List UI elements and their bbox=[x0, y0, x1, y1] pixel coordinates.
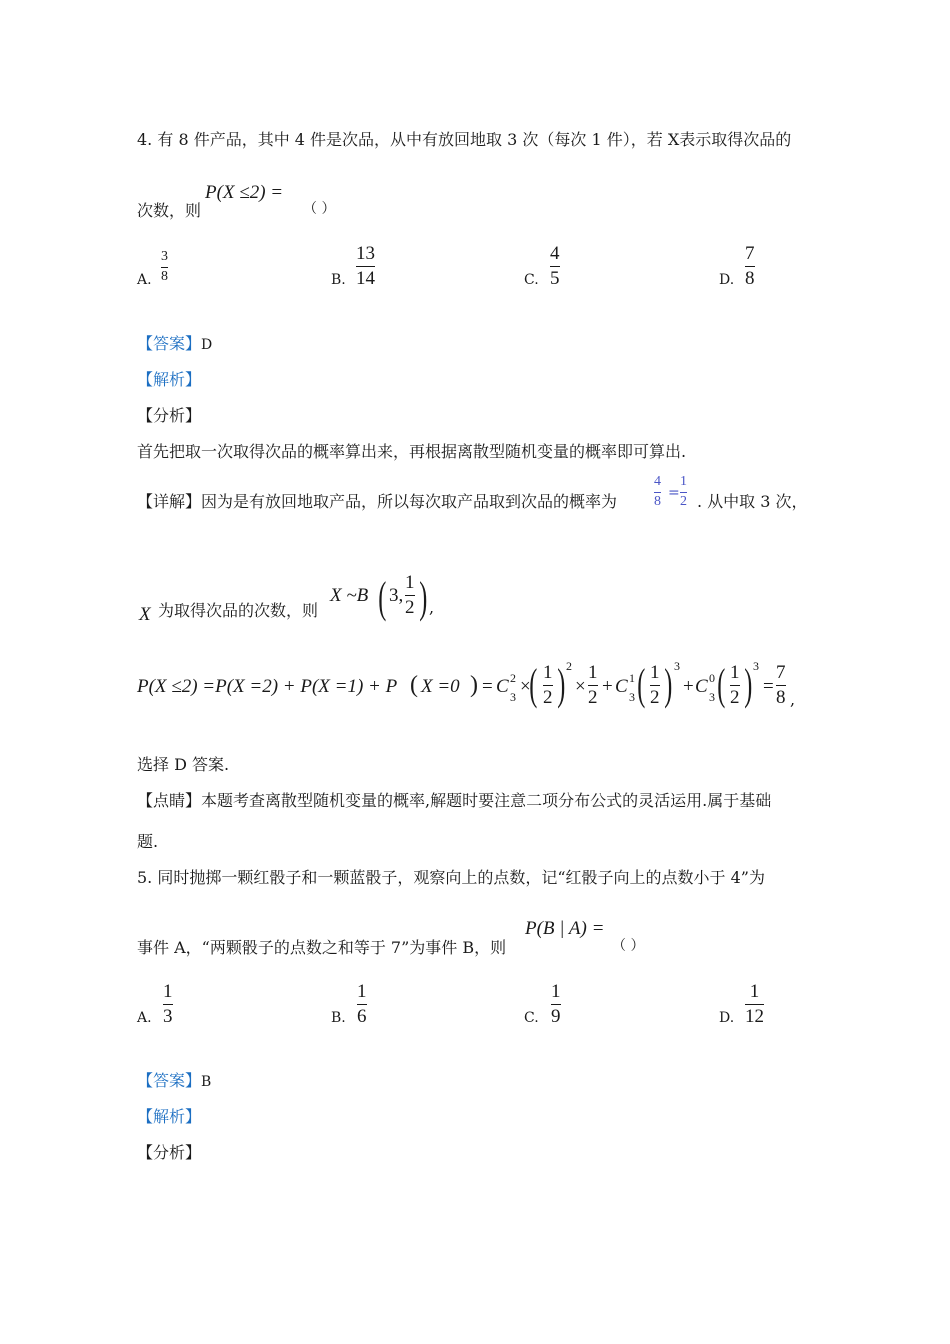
fraction-denominator: 8 bbox=[776, 686, 786, 708]
formula-left: P(X ≤2) =P(X =2) + P(X =1) + P bbox=[137, 676, 398, 697]
fraction-numerator: 1 bbox=[730, 662, 740, 683]
dist-three: 3, bbox=[389, 585, 404, 606]
c2-sup: 1 bbox=[629, 671, 635, 685]
left-paren: ( bbox=[529, 660, 538, 709]
right-paren: ) bbox=[557, 660, 566, 709]
fraction-numerator: 1 bbox=[650, 662, 660, 683]
pow-2: 3 bbox=[674, 659, 680, 673]
q4-option-b-fraction bbox=[356, 244, 375, 289]
fraction-numerator: 4 bbox=[654, 474, 661, 489]
combination-c-icon: C bbox=[615, 676, 628, 697]
fraction-numerator: 7 bbox=[745, 243, 755, 264]
prob-fraction-1-2 bbox=[680, 475, 687, 509]
fraction-denominator: 5 bbox=[550, 267, 560, 289]
q5-expr: P(B | A) = bbox=[525, 918, 605, 939]
q5-stem-line1: 5. 同时抛掷一颗红骰子和一颗蓝骰子，观察向上的点数，记“红骰子向上的点数小于 4”为 bbox=[137, 868, 765, 887]
pow-1: 2 bbox=[566, 659, 572, 673]
q4-answer-row bbox=[137, 331, 212, 354]
q5-option-a-fraction bbox=[163, 982, 173, 1027]
answer-value: B bbox=[201, 1074, 212, 1090]
q4-option-c-fraction bbox=[550, 244, 560, 289]
detail-text: 因为是有放回地取产品，所以每次取产品取到次品的概率为 bbox=[201, 492, 618, 511]
x-variable: X bbox=[139, 604, 151, 625]
q5-explain-tag: 【解析】 bbox=[137, 1107, 202, 1126]
fraction-denominator: 8 bbox=[654, 493, 661, 509]
times-2: × bbox=[575, 676, 586, 697]
detail-tag: 【详解】 bbox=[137, 492, 202, 511]
half-3 bbox=[650, 663, 660, 708]
fraction-numerator: 3 bbox=[161, 249, 168, 264]
fraction-denominator: 2 bbox=[543, 686, 553, 708]
result-comma: , bbox=[790, 690, 796, 709]
fraction-numerator: 1 bbox=[551, 981, 561, 1002]
fraction-numerator: 1 bbox=[163, 981, 173, 1002]
c3-sup: 0 bbox=[709, 671, 715, 685]
q4-analysis-text: 首先把取一次取得次品的概率算出来，再根据离散型随机变量的概率即可算出. bbox=[137, 442, 687, 461]
answer-tag: 【答案】 bbox=[137, 1071, 202, 1090]
fraction-denominator: 6 bbox=[357, 1005, 367, 1027]
fraction-denominator: 14 bbox=[356, 267, 375, 289]
formula-eq: = bbox=[482, 676, 493, 697]
q4-stem-line1: 4. 有 8 件产品，其中 4 件是次品，从中有放回地取 3 次（每次 1 件），若 X表示取得次品的 bbox=[137, 130, 792, 149]
q5-option-d-fraction bbox=[745, 982, 764, 1027]
fraction-denominator: 2 bbox=[405, 596, 415, 618]
result-eq: = bbox=[763, 676, 774, 697]
c2-sub: 3 bbox=[629, 690, 635, 704]
q4-explain-tag: 【解析】 bbox=[137, 370, 202, 389]
q5-answer-row bbox=[137, 1068, 211, 1091]
c3-sub: 3 bbox=[709, 690, 715, 704]
formula-x0: X =0 bbox=[421, 676, 460, 697]
answer-tag: 【答案】 bbox=[137, 334, 202, 353]
dist-left: X ~B bbox=[330, 585, 369, 606]
half-4 bbox=[730, 663, 740, 708]
q4-detail-row bbox=[137, 489, 617, 512]
half-2 bbox=[588, 663, 598, 708]
fraction-denominator: 2 bbox=[588, 686, 598, 708]
fraction-numerator: 1 bbox=[357, 981, 367, 1002]
result-fraction bbox=[776, 663, 786, 708]
q4-option-d-letter: D. bbox=[719, 272, 735, 288]
q4-stem-line2: 次数，则 bbox=[137, 201, 202, 220]
q4-option-d-fraction bbox=[745, 244, 755, 289]
q5-option-b-letter: B. bbox=[331, 1010, 346, 1026]
right-paren: ) bbox=[744, 660, 753, 709]
pow-3: 3 bbox=[753, 659, 759, 673]
right-paren: ) bbox=[419, 573, 428, 622]
c1-sub: 3 bbox=[510, 690, 516, 704]
q5-analysis-tag: 【分析】 bbox=[137, 1143, 202, 1162]
fraction-denominator: 8 bbox=[745, 267, 755, 289]
q4-analysis-tag: 【分析】 bbox=[137, 406, 202, 425]
fraction-numerator: 7 bbox=[776, 662, 786, 683]
q4-comment-line2: 题. bbox=[137, 832, 159, 851]
fraction-numerator: 1 bbox=[543, 662, 553, 683]
q4-option-b-letter: B. bbox=[331, 272, 346, 288]
comment-text: 本题考查离散型随机变量的概率,解题时要注意二项分布公式的灵活运用.属于基础 bbox=[201, 791, 772, 810]
fraction-numerator: 1 bbox=[680, 474, 687, 489]
q4-choose: 选择 D 答案. bbox=[137, 755, 230, 774]
x-description: 为取得次品的次数，则 bbox=[158, 601, 319, 620]
q4-paren: （ ） bbox=[303, 201, 336, 217]
fraction-denominator: 12 bbox=[745, 1005, 764, 1027]
q5-option-d-letter: D. bbox=[719, 1010, 735, 1026]
fraction-numerator: 1 bbox=[588, 662, 598, 683]
fraction-denominator: 8 bbox=[161, 268, 168, 284]
left-paren: ( bbox=[410, 672, 418, 698]
q5-paren: （ ） bbox=[612, 938, 645, 954]
fraction-denominator: 3 bbox=[163, 1005, 173, 1027]
plus-2: + bbox=[683, 676, 694, 697]
fraction-denominator: 2 bbox=[650, 686, 660, 708]
fraction-denominator: 2 bbox=[730, 686, 740, 708]
fraction-numerator: 1 bbox=[749, 981, 760, 1002]
prob-fraction-4-8 bbox=[654, 475, 661, 509]
combination-c-icon: C bbox=[695, 676, 708, 697]
times-1: × bbox=[520, 676, 531, 697]
half-1 bbox=[543, 663, 553, 708]
left-paren: ( bbox=[637, 660, 646, 709]
q4-expr: P(X ≤2) = bbox=[205, 182, 284, 203]
fraction-denominator: 9 bbox=[551, 1005, 561, 1027]
q5-option-c-letter: C. bbox=[524, 1010, 539, 1026]
c1-sup: 2 bbox=[510, 671, 516, 685]
q4-option-a-letter: A. bbox=[137, 272, 152, 288]
combination-c-icon: C bbox=[496, 676, 509, 697]
answer-value: D bbox=[201, 337, 213, 353]
dist-half bbox=[405, 573, 415, 618]
fraction-denominator: 2 bbox=[680, 493, 687, 509]
left-paren: ( bbox=[378, 573, 387, 622]
prob-equals: = bbox=[668, 485, 680, 501]
q5-option-b-fraction bbox=[357, 982, 367, 1027]
fraction-numerator: 13 bbox=[356, 243, 375, 264]
q5-stem-line2: 事件 A，“两颗骰子的点数之和等于 7”为事件 B，则 bbox=[137, 938, 507, 957]
q5-option-c-fraction bbox=[551, 982, 561, 1027]
q4-detail-after: . 从中取 3 次， bbox=[697, 492, 808, 511]
fraction-numerator: 1 bbox=[405, 572, 415, 593]
q4-option-c-letter: C. bbox=[524, 272, 539, 288]
fraction-numerator: 4 bbox=[550, 243, 560, 264]
right-paren: ) bbox=[664, 660, 673, 709]
plus-1: + bbox=[602, 676, 613, 697]
right-paren: ) bbox=[470, 672, 478, 698]
dist-comma: , bbox=[429, 598, 435, 617]
q4-comment-line1 bbox=[137, 788, 771, 811]
q5-option-a-letter: A. bbox=[137, 1010, 152, 1026]
comment-tag: 【点睛】 bbox=[137, 791, 202, 810]
left-paren: ( bbox=[717, 660, 726, 709]
q4-option-a-fraction bbox=[161, 250, 168, 284]
